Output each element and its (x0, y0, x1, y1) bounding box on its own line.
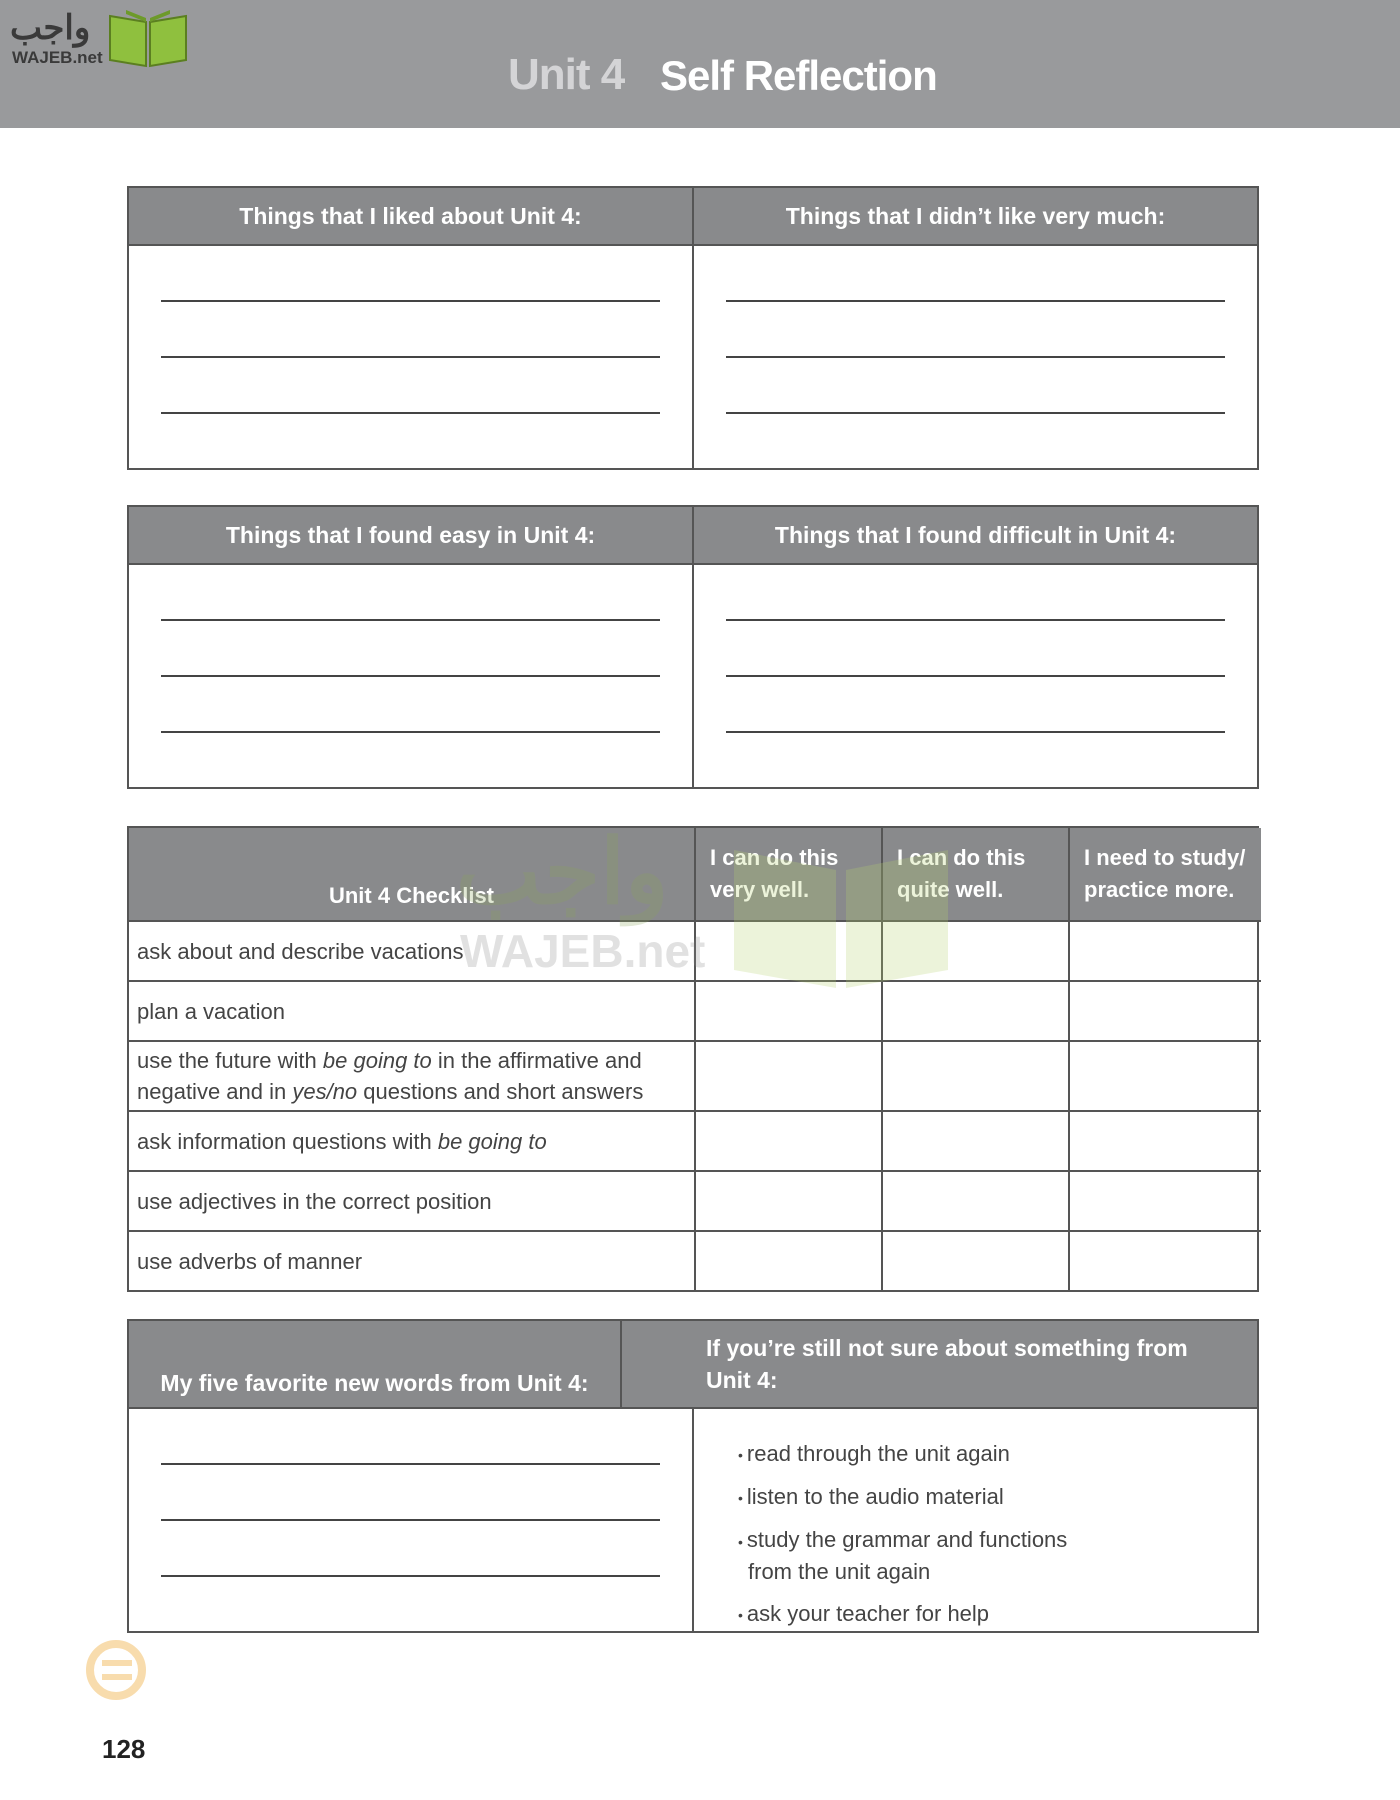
publisher-emblem-icon (86, 1620, 156, 1705)
wajeb-logo[interactable] (10, 8, 190, 68)
writing-line[interactable] (161, 619, 660, 621)
checklist-item: ask information questions with be going to (129, 1111, 695, 1171)
table-row (129, 1041, 1261, 1111)
writing-line[interactable] (726, 619, 1225, 621)
col-quite-well: I can do this quite well. (882, 828, 1069, 921)
unit-number: Unit 4 (508, 50, 625, 99)
table-row (129, 921, 1261, 981)
col-very-well: I can do this very well. (695, 828, 882, 921)
list-item: • ask your teacher for help (738, 1600, 990, 1626)
writing-line[interactable] (726, 675, 1225, 677)
easy-answer-area[interactable] (129, 565, 692, 787)
writing-line[interactable] (726, 356, 1225, 358)
check-cell[interactable] (695, 981, 882, 1041)
checklist-item: use adjectives in the correct position (129, 1171, 695, 1231)
logo-latin: WAJEB.net (12, 48, 103, 67)
list-item: • read through the unit again (738, 1441, 1010, 1466)
table-row (129, 981, 1261, 1041)
liked-disliked-box (127, 186, 1259, 470)
writing-line[interactable] (726, 731, 1225, 733)
writing-line[interactable] (161, 731, 660, 733)
checklist-item: use the future with be going to in the affirmative and negative and in yes/no questions and short answers (129, 1041, 695, 1111)
box-header (129, 507, 1257, 563)
check-cell[interactable] (695, 921, 882, 981)
check-cell[interactable] (882, 921, 1069, 981)
check-cell[interactable] (695, 1231, 882, 1290)
writing-line[interactable] (161, 1519, 660, 1521)
logo-arabic: واجب (10, 9, 91, 47)
col-study-more: I need to study/ practice more. (1069, 828, 1261, 921)
writing-line[interactable] (161, 300, 660, 302)
checklist-item: plan a vacation (129, 981, 695, 1041)
disliked-heading: Things that I didn’t like very much: (692, 188, 1257, 244)
check-cell[interactable] (882, 981, 1069, 1041)
checklist-item: ask about and describe vacations (129, 921, 695, 981)
unit-checklist (127, 826, 1259, 1292)
favorite-words-area[interactable] (129, 1409, 692, 1631)
difficult-heading: Things that I found difficult in Unit 4: (692, 507, 1257, 563)
writing-line[interactable] (726, 412, 1225, 414)
writing-line[interactable] (161, 675, 660, 677)
writing-line[interactable] (161, 356, 660, 358)
check-cell[interactable] (1069, 1231, 1261, 1290)
tips-list (738, 1439, 1088, 1642)
easy-heading: Things that I found easy in Unit 4: (225, 521, 596, 548)
header-band (0, 0, 1400, 128)
writing-line[interactable] (161, 1575, 660, 1577)
box-header (129, 1321, 1257, 1407)
easy-difficult-box (127, 505, 1259, 789)
checklist-table (129, 828, 1261, 1290)
tips-area (692, 1409, 1257, 1631)
check-cell[interactable] (882, 1171, 1069, 1231)
disliked-answer-area[interactable] (692, 246, 1257, 468)
page-title: Self Reflection (660, 52, 937, 99)
favorite-words-box (127, 1319, 1259, 1633)
book-icon (106, 8, 190, 68)
check-cell[interactable] (882, 1111, 1069, 1171)
check-cell[interactable] (1069, 981, 1261, 1041)
list-item: • listen to the audio material (738, 1484, 1004, 1510)
writing-line[interactable] (161, 412, 660, 414)
check-cell[interactable] (1069, 1041, 1261, 1111)
liked-answer-area[interactable] (129, 246, 692, 468)
box-header (129, 188, 1257, 244)
page-number: 128 (102, 1734, 146, 1764)
check-cell[interactable] (1069, 921, 1261, 981)
liked-heading: Things that I liked about Unit 4: (239, 202, 582, 229)
list-item: • study the grammar and functions from the unit again (738, 1527, 1068, 1584)
check-cell[interactable] (695, 1111, 882, 1171)
check-cell[interactable] (1069, 1171, 1261, 1231)
check-cell[interactable] (695, 1041, 882, 1111)
check-cell[interactable] (882, 1041, 1069, 1111)
difficult-answer-area[interactable] (692, 565, 1257, 787)
check-cell[interactable] (882, 1231, 1069, 1290)
check-cell[interactable] (1069, 1111, 1261, 1171)
table-row (129, 1111, 1261, 1171)
table-row (129, 1171, 1261, 1231)
check-cell[interactable] (695, 1171, 882, 1231)
checklist-title: Unit 4 Checklist (129, 828, 695, 921)
writing-line[interactable] (161, 1463, 660, 1465)
not-sure-heading: If you’re still not sure about something from Unit 4: (620, 1321, 1257, 1407)
favorite-words-heading: My five favorite new words from Unit 4: (160, 1370, 589, 1396)
writing-line[interactable] (726, 300, 1225, 302)
table-row (129, 1231, 1261, 1290)
checklist-item: use adverbs of manner (129, 1231, 695, 1290)
